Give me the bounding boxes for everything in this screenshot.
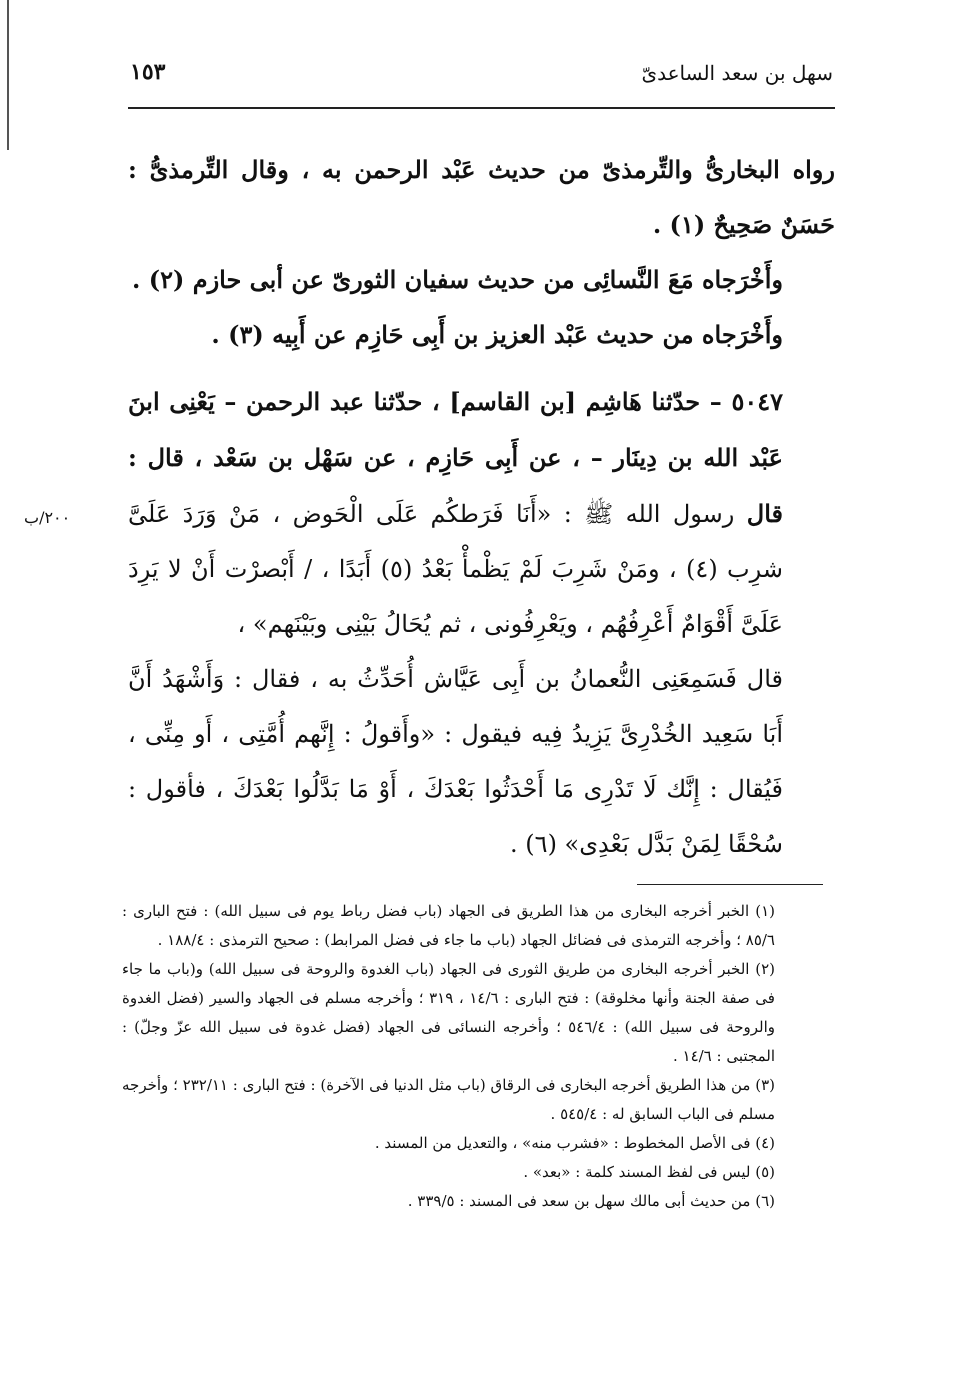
footnote-6: (٦) من حديث أبى مالك سهل بن سعد فى المسند : ٣٣٩/٥ . — [407, 1192, 775, 1210]
footnote-2: (٢) الخبر أخرجه البخارى من طريق الثورى فى الجهاد (باب الغدوة والروحة فى سبيل الله) و(باب ما جاء فى صفة الجنة وأنها مخلوقة) : فتح البارى : ١٤/٦ ، ٣١٩ ؛ وأخرجه مسلم فى الجهاد والسير (فضل الغدوة والروحة فى سبيل الله) : ٥٤٦/٤ ؛ وأخرجه النسائى فى الجهاد (فضل غدوة فى سبيل الله عزّ وجلّ) : المجتبى : ١٤/٦ . — [122, 960, 776, 1065]
footnote-rule — [637, 884, 823, 885]
binding-edge-line — [7, 0, 9, 150]
paragraph-3: وأَخْرَجاه من حديث عَبْد العزيز بن أَبِى حَازِم عن أَبِيه (٣) . — [211, 320, 783, 349]
hadith-number: ٥٠٤٧ – — [700, 387, 783, 416]
footnote-4: (٤) فى الأصل المخطوط : «فشرب منه» ، والتعديل من المسند . — [374, 1134, 775, 1152]
paragraph-5: قال فَسَمِعَنِى النُّعمانُ بن أَبِى عَيَّاش أُحَدِّثُ به ، فقال : وَأَشْهَدُ أَنَّ أَبَا سَعِيد الخُدْرِىَّ يَزِيدُ فِيه فيقول : «وأَقولُ : إِنَّهم أُمَّتِى ، أَو مِنِّى ، فَيُقال : إِنَّك لَا تَدْرِى مَا أَحْدَثُوا بَعْدَكَ ، أَوْ مَا بَدَّلُوا بَعْدَكَ ، فأقول : سُحْقًا لِمَنْ بَدَّل بَعْدِى» (٦) . — [128, 665, 783, 858]
footnote-5: (٥) ليس فى لفظ المسند كلمة : «بعد» . — [523, 1163, 775, 1181]
footnote-3: (٣) من هذا الطريق أخرجه البخارى فى الرقاق (باب مثل الدنيا فى الآخرة) : فتح البارى : ٢٣٢/١١ ؛ وأخرجه مسلم فى الباب السابق له : ٥٤٥/٤ . — [122, 1076, 775, 1123]
hadith-text: رسول الله ﷺ : «أَنَا فَرَطكُم عَلَى الْحَوض ، مَنْ وَرَدَ عَلَىَّ شرِب (٤) ، ومَنْ شَرِبَ لَمْ يَظْمأْ بَعْدُ (٥) أَبَدًا ، / أَبْصرْت أَنْ لا يَرِدَ عَلَىَّ أَقْوَامٌ أَعْرِفُهُم ، ويَعْرِفُونى ، ثم يُحَالُ بَيْنِى وبَيْنَهم» ، — [128, 500, 783, 638]
footnotes — [122, 897, 833, 1216]
manuscript-folio-note: ٢٠٠/ب — [24, 508, 71, 527]
footnote-1: (١) الخبر أخرجه البخارى من هذا الطريق فى الجهاد (باب فضل رباط يوم فى سبيل الله) : فتح البارى : ٨٥/٦ ؛ وأخرجه الترمذى فى فضائل الجهاد (باب ما جاء فى فضل المرابط) : صحيح الترمذى : ١٨٨/٤ . — [122, 902, 775, 949]
paragraph-1: رواه البخارىُّ والتِّرمذىّ من حديث عَبْد الرحمن به ، وقال التِّرمذىُّ : حَسَنٌ صَحِيحٌ (١) . — [128, 155, 835, 239]
paragraph-2: وأَخْرَجاه مَعَ النَّسائِى من حديث سفيان الثورىّ عن أبى حازم (٢) . — [132, 265, 783, 294]
page-header — [130, 55, 833, 95]
page-number: ١٥٣ — [130, 59, 166, 85]
main-text — [128, 142, 835, 872]
hadith-paragraph — [128, 374, 835, 652]
running-title: سهل بن سعد الساعدىّ — [641, 61, 833, 85]
header-rule — [128, 107, 835, 109]
hadith-isnad: حدّثنا هَاشِم [بن القاسم] ، حدّثنا عبد الرحمن – يَعْنِى ابنَ عَبْد الله بن دِينَار – ، عن أَبِى حَازِم ، عن سَهْل بن سَعْد ، قال : قال — [128, 387, 783, 528]
